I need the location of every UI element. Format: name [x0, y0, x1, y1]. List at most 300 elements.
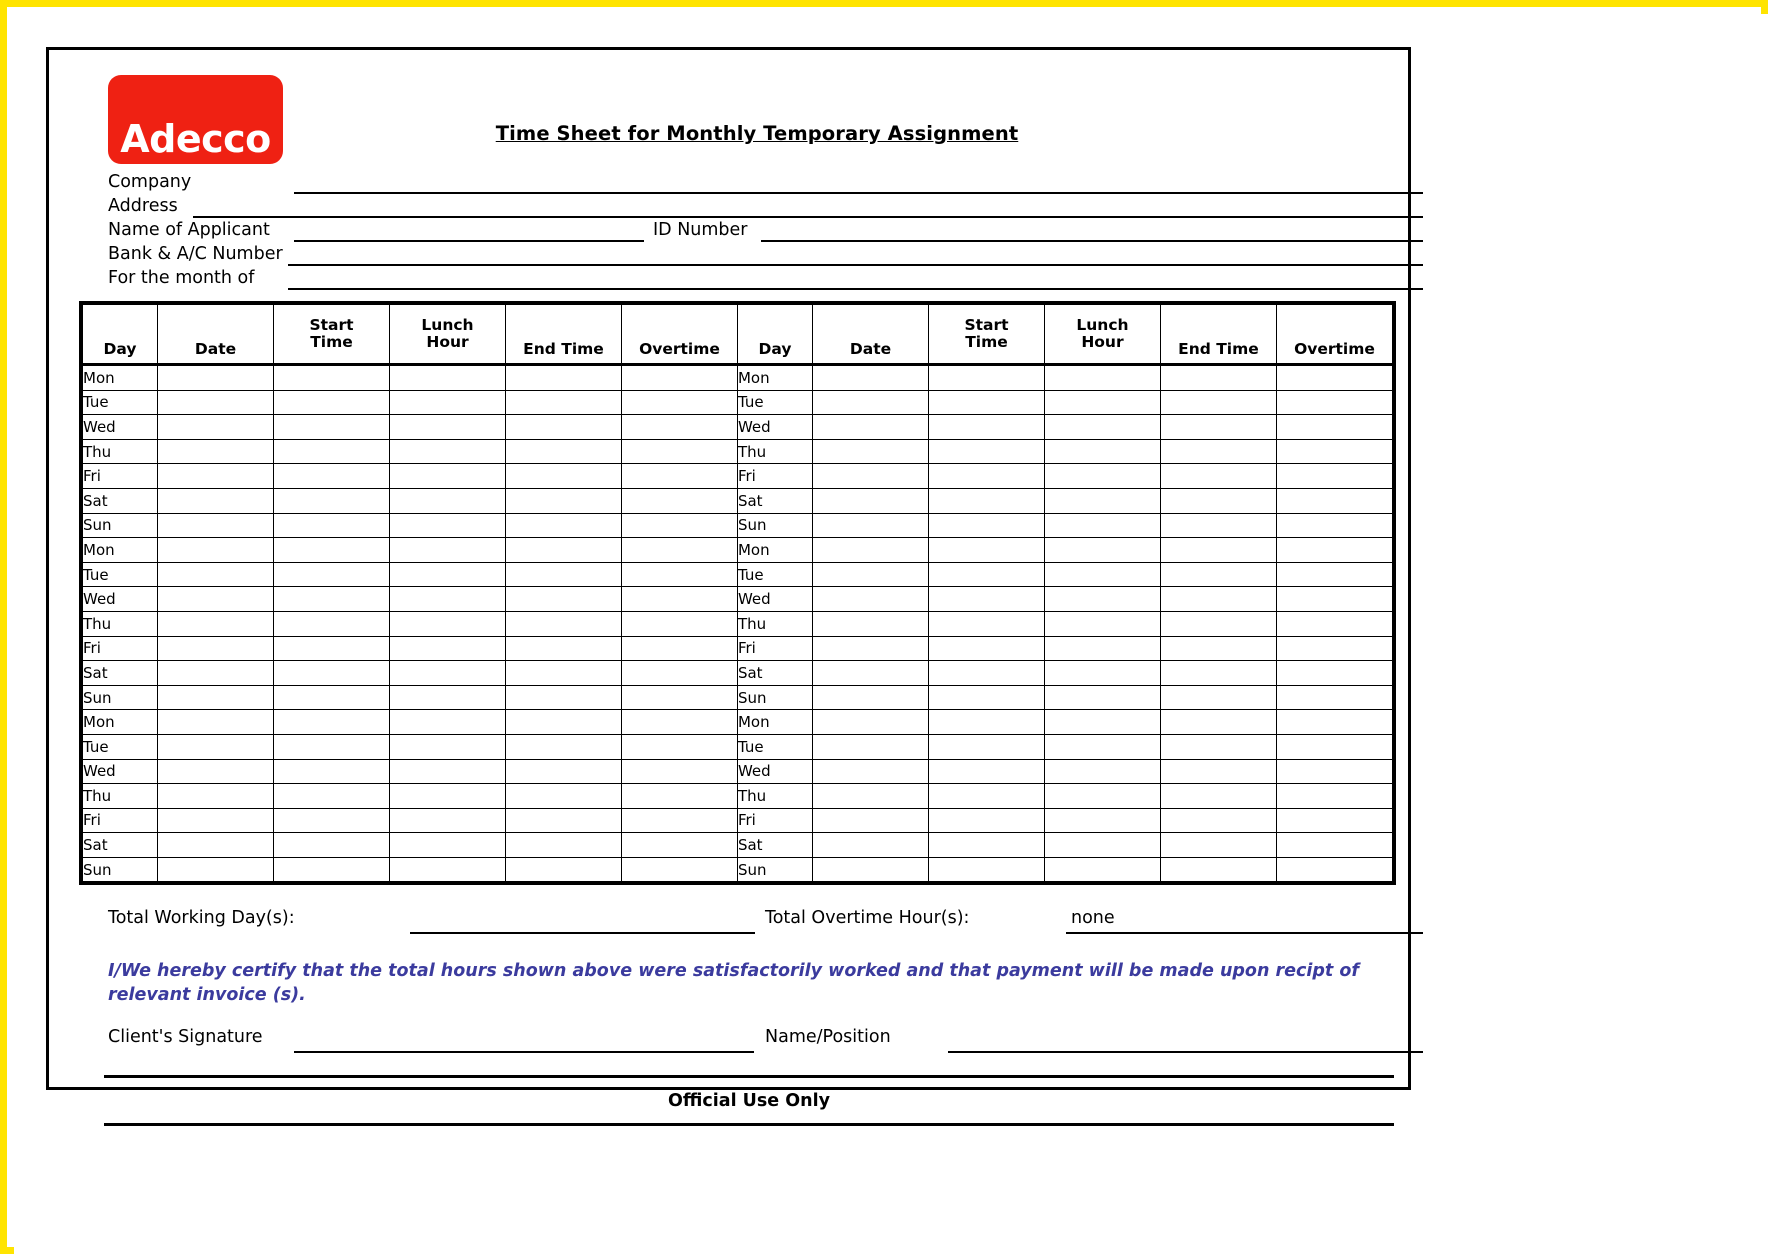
- cell-day-right: Sat: [737, 833, 812, 858]
- cell-date-left[interactable]: [158, 390, 274, 415]
- cell-lunch-hour-right[interactable]: [1044, 784, 1160, 809]
- cell-overtime-left[interactable]: [621, 661, 737, 686]
- cell-lunch-hour-left[interactable]: [390, 833, 506, 858]
- cell-start-time-right[interactable]: [929, 365, 1045, 391]
- cell-start-time-left[interactable]: [274, 636, 390, 661]
- cell-end-time-left[interactable]: [506, 587, 622, 612]
- cell-date-left[interactable]: [158, 464, 274, 489]
- cell-lunch-hour-right[interactable]: [1044, 390, 1160, 415]
- table-row: [83, 415, 1393, 440]
- cell-start-time-right[interactable]: [929, 685, 1045, 710]
- cell-lunch-hour-left[interactable]: [390, 710, 506, 735]
- cell-date-left[interactable]: [158, 488, 274, 513]
- cell-end-time-right[interactable]: [1160, 857, 1276, 882]
- label-client-signature: Client's Signature: [108, 1026, 263, 1047]
- certification-text: I/We hereby certify that the total hours shown above were satisfactorily worked and that payment will be made upon recipt of relevant invoice (s).: [108, 961, 1360, 1005]
- cell-date-right[interactable]: [813, 513, 929, 538]
- cell-lunch-hour-left[interactable]: [390, 734, 506, 759]
- cell-start-time-right[interactable]: [929, 513, 1045, 538]
- header-day-right: Day: [737, 305, 812, 365]
- cell-overtime-left[interactable]: [621, 538, 737, 563]
- cell-start-time-left[interactable]: [274, 784, 390, 809]
- cell-day-right: Wed: [737, 759, 812, 784]
- cell-lunch-hour-right[interactable]: [1044, 710, 1160, 735]
- cell-date-right[interactable]: [813, 390, 929, 415]
- cell-end-time-right[interactable]: [1160, 488, 1276, 513]
- header-overtime-right: Overtime: [1276, 305, 1392, 365]
- cell-overtime-left[interactable]: [621, 464, 737, 489]
- cell-lunch-hour-left[interactable]: [390, 784, 506, 809]
- cell-overtime-left[interactable]: [621, 365, 737, 391]
- cell-date-left[interactable]: [158, 710, 274, 735]
- cell-date-left[interactable]: [158, 439, 274, 464]
- cell-overtime-right[interactable]: [1276, 784, 1392, 809]
- cell-lunch-hour-left[interactable]: [390, 857, 506, 882]
- table-row: [83, 611, 1393, 636]
- input-total-overtime-hours[interactable]: [1066, 932, 1423, 934]
- cell-lunch-hour-left[interactable]: [390, 759, 506, 784]
- cell-day-right: Sun: [737, 685, 812, 710]
- cell-date-right[interactable]: [813, 538, 929, 563]
- cell-start-time-right[interactable]: [929, 415, 1045, 440]
- cell-start-time-left[interactable]: [274, 365, 390, 391]
- cell-end-time-left[interactable]: [506, 562, 622, 587]
- timesheet-grid: [79, 301, 1396, 885]
- cell-date-right[interactable]: [813, 685, 929, 710]
- cell-lunch-hour-left[interactable]: [390, 538, 506, 563]
- cell-day-left: Wed: [83, 759, 158, 784]
- cell-overtime-right[interactable]: [1276, 415, 1392, 440]
- cell-date-left[interactable]: [158, 513, 274, 538]
- cell-lunch-hour-left[interactable]: [390, 587, 506, 612]
- cell-overtime-left[interactable]: [621, 710, 737, 735]
- cell-day-left: Sun: [83, 857, 158, 882]
- cell-end-time-left[interactable]: [506, 415, 622, 440]
- cell-end-time-left[interactable]: [506, 685, 622, 710]
- page-background: [14, 14, 1768, 1254]
- cell-end-time-right[interactable]: [1160, 562, 1276, 587]
- cell-lunch-hour-right[interactable]: [1044, 857, 1160, 882]
- cell-end-time-right[interactable]: [1160, 513, 1276, 538]
- cell-overtime-right[interactable]: [1276, 488, 1392, 513]
- cell-date-right[interactable]: [813, 710, 929, 735]
- cell-lunch-hour-right[interactable]: [1044, 685, 1160, 710]
- cell-date-left[interactable]: [158, 685, 274, 710]
- cell-end-time-right[interactable]: [1160, 661, 1276, 686]
- cell-end-time-right[interactable]: [1160, 464, 1276, 489]
- cell-lunch-hour-right[interactable]: [1044, 464, 1160, 489]
- cell-overtime-left[interactable]: [621, 833, 737, 858]
- cell-lunch-hour-left[interactable]: [390, 390, 506, 415]
- cell-start-time-left[interactable]: [274, 611, 390, 636]
- cell-date-right[interactable]: [813, 661, 929, 686]
- cell-day-right: Fri: [737, 636, 812, 661]
- cell-start-time-left[interactable]: [274, 734, 390, 759]
- cell-lunch-hour-right[interactable]: [1044, 636, 1160, 661]
- cell-start-time-left[interactable]: [274, 488, 390, 513]
- cell-overtime-right[interactable]: [1276, 513, 1392, 538]
- cell-overtime-right[interactable]: [1276, 562, 1392, 587]
- cell-lunch-hour-right[interactable]: [1044, 439, 1160, 464]
- cell-overtime-left[interactable]: [621, 562, 737, 587]
- cell-start-time-right[interactable]: [929, 464, 1045, 489]
- cell-day-left: Fri: [83, 464, 158, 489]
- cell-start-time-left[interactable]: [274, 833, 390, 858]
- cell-end-time-left[interactable]: [506, 365, 622, 391]
- header-start-time-left: [274, 305, 390, 365]
- cell-date-right[interactable]: [813, 611, 929, 636]
- cell-day-right: Tue: [737, 390, 812, 415]
- cell-start-time-right[interactable]: [929, 661, 1045, 686]
- cell-overtime-left[interactable]: [621, 611, 737, 636]
- input-address[interactable]: [193, 216, 1423, 218]
- table-row: [83, 365, 1393, 391]
- cell-date-left[interactable]: [158, 808, 274, 833]
- cell-start-time-left[interactable]: [274, 390, 390, 415]
- cell-date-right[interactable]: [813, 636, 929, 661]
- cell-end-time-right[interactable]: [1160, 734, 1276, 759]
- cell-start-time-right[interactable]: [929, 784, 1045, 809]
- cell-end-time-left[interactable]: [506, 857, 622, 882]
- header-start-time-left-line2: Time: [310, 333, 353, 351]
- cell-overtime-left[interactable]: [621, 808, 737, 833]
- cell-day-right: Wed: [737, 415, 812, 440]
- cell-lunch-hour-left[interactable]: [390, 365, 506, 391]
- label-company: Company: [108, 172, 192, 192]
- cell-overtime-left[interactable]: [621, 390, 737, 415]
- cell-overtime-right[interactable]: [1276, 538, 1392, 563]
- cell-overtime-left[interactable]: [621, 759, 737, 784]
- cell-day-left: Sat: [83, 661, 158, 686]
- cell-end-time-right[interactable]: [1160, 759, 1276, 784]
- cell-start-time-left[interactable]: [274, 415, 390, 440]
- cell-end-time-right[interactable]: [1160, 833, 1276, 858]
- cell-start-time-left[interactable]: [274, 538, 390, 563]
- cell-end-time-left[interactable]: [506, 784, 622, 809]
- header-date-right: Date: [813, 305, 929, 365]
- cell-overtime-left[interactable]: [621, 734, 737, 759]
- cell-day-left: Fri: [83, 808, 158, 833]
- cell-day-right: Tue: [737, 562, 812, 587]
- cell-lunch-hour-right[interactable]: [1044, 759, 1160, 784]
- cell-day-right: Tue: [737, 734, 812, 759]
- cell-overtime-right[interactable]: [1276, 611, 1392, 636]
- page-title: Time Sheet for Monthly Temporary Assignment: [495, 122, 1019, 145]
- cell-end-time-right[interactable]: [1160, 808, 1276, 833]
- cell-date-left[interactable]: [158, 611, 274, 636]
- cell-overtime-right[interactable]: [1276, 365, 1392, 391]
- table-row: [83, 784, 1393, 809]
- cell-day-right: Mon: [737, 365, 812, 391]
- cell-overtime-right[interactable]: [1276, 661, 1392, 686]
- cell-date-left[interactable]: [158, 365, 274, 391]
- cell-lunch-hour-left[interactable]: [390, 513, 506, 538]
- header-overtime-left: Overtime: [621, 305, 737, 365]
- cell-date-right[interactable]: [813, 365, 929, 391]
- cell-end-time-right[interactable]: [1160, 710, 1276, 735]
- cell-lunch-hour-right[interactable]: [1044, 562, 1160, 587]
- cell-end-time-left[interactable]: [506, 833, 622, 858]
- cell-end-time-right[interactable]: [1160, 611, 1276, 636]
- cell-day-right: Thu: [737, 611, 812, 636]
- cell-date-left[interactable]: [158, 784, 274, 809]
- cell-overtime-left[interactable]: [621, 857, 737, 882]
- cell-date-right[interactable]: [813, 562, 929, 587]
- cell-date-left[interactable]: [158, 562, 274, 587]
- adecco-logo-text: Adecco: [120, 117, 271, 161]
- header-lunch-hour-right: [1044, 305, 1160, 365]
- cell-lunch-hour-left[interactable]: [390, 661, 506, 686]
- cell-end-time-left[interactable]: [506, 661, 622, 686]
- cell-start-time-left[interactable]: [274, 587, 390, 612]
- header-lunch-hour-left: [390, 305, 506, 365]
- header-lunch-hour-left-line2: Hour: [426, 333, 469, 351]
- cell-end-time-right[interactable]: [1160, 415, 1276, 440]
- input-company[interactable]: [294, 192, 1423, 194]
- cell-start-time-right[interactable]: [929, 538, 1045, 563]
- cell-lunch-hour-right[interactable]: [1044, 415, 1160, 440]
- cell-end-time-right[interactable]: [1160, 784, 1276, 809]
- cell-lunch-hour-left[interactable]: [390, 685, 506, 710]
- cell-start-time-right[interactable]: [929, 611, 1045, 636]
- cell-overtime-right[interactable]: [1276, 390, 1392, 415]
- cell-lunch-hour-right[interactable]: [1044, 611, 1160, 636]
- cell-date-right[interactable]: [813, 759, 929, 784]
- cell-end-time-left[interactable]: [506, 710, 622, 735]
- cell-overtime-left[interactable]: [621, 685, 737, 710]
- cell-end-time-left[interactable]: [506, 611, 622, 636]
- table-row: [83, 488, 1393, 513]
- table-row: [83, 661, 1393, 686]
- cell-overtime-left[interactable]: [621, 513, 737, 538]
- cell-start-time-left[interactable]: [274, 661, 390, 686]
- cell-date-left[interactable]: [158, 538, 274, 563]
- cell-day-left: Tue: [83, 562, 158, 587]
- cell-day-right: Sat: [737, 661, 812, 686]
- cell-day-left: Fri: [83, 636, 158, 661]
- table-row: [83, 734, 1393, 759]
- cell-lunch-hour-left[interactable]: [390, 415, 506, 440]
- cell-date-right[interactable]: [813, 439, 929, 464]
- header-lunch-hour-right-line2: Hour: [1081, 333, 1124, 351]
- cell-lunch-hour-right[interactable]: [1044, 513, 1160, 538]
- cell-end-time-left[interactable]: [506, 734, 622, 759]
- header-start-time-right: [929, 305, 1045, 365]
- cell-end-time-left[interactable]: [506, 759, 622, 784]
- cell-start-time-right[interactable]: [929, 636, 1045, 661]
- cell-end-time-right[interactable]: [1160, 439, 1276, 464]
- cell-day-right: Fri: [737, 808, 812, 833]
- header-end-time-right: End Time: [1160, 305, 1276, 365]
- table-row: [83, 636, 1393, 661]
- cell-date-right[interactable]: [813, 808, 929, 833]
- cell-lunch-hour-right[interactable]: [1044, 365, 1160, 391]
- cell-start-time-left[interactable]: [274, 808, 390, 833]
- cell-start-time-left[interactable]: [274, 464, 390, 489]
- cell-end-time-left[interactable]: [506, 390, 622, 415]
- table-row: [83, 833, 1393, 858]
- cell-lunch-hour-left[interactable]: [390, 808, 506, 833]
- cell-lunch-hour-right[interactable]: [1044, 808, 1160, 833]
- input-for-the-month-of[interactable]: [288, 288, 1423, 290]
- cell-overtime-right[interactable]: [1276, 636, 1392, 661]
- cell-lunch-hour-left[interactable]: [390, 488, 506, 513]
- cell-date-left[interactable]: [158, 857, 274, 882]
- cell-lunch-hour-right[interactable]: [1044, 587, 1160, 612]
- cell-start-time-right[interactable]: [929, 734, 1045, 759]
- cell-end-time-left[interactable]: [506, 488, 622, 513]
- cell-lunch-hour-right[interactable]: [1044, 488, 1160, 513]
- cell-date-right[interactable]: [813, 784, 929, 809]
- label-id-number: ID Number: [653, 220, 748, 240]
- cell-end-time-left[interactable]: [506, 636, 622, 661]
- cell-date-left[interactable]: [158, 587, 274, 612]
- table-row: [83, 857, 1393, 882]
- cell-date-right[interactable]: [813, 833, 929, 858]
- cell-date-right[interactable]: [813, 587, 929, 612]
- cell-start-time-left[interactable]: [274, 513, 390, 538]
- cell-overtime-right[interactable]: [1276, 464, 1392, 489]
- cell-lunch-hour-left[interactable]: [390, 611, 506, 636]
- cell-date-right[interactable]: [813, 464, 929, 489]
- header-start-time-left-line1: Start: [309, 315, 354, 334]
- table-row: [83, 808, 1393, 833]
- cell-overtime-left[interactable]: [621, 636, 737, 661]
- cell-date-left[interactable]: [158, 415, 274, 440]
- cell-lunch-hour-left[interactable]: [390, 562, 506, 587]
- footer-divider-bottom: [104, 1123, 1394, 1126]
- cell-lunch-hour-right[interactable]: [1044, 538, 1160, 563]
- cell-end-time-right[interactable]: [1160, 587, 1276, 612]
- cell-lunch-hour-right[interactable]: [1044, 734, 1160, 759]
- cell-start-time-left[interactable]: [274, 562, 390, 587]
- cell-day-left: Thu: [83, 611, 158, 636]
- input-client-signature[interactable]: [294, 1051, 754, 1053]
- cell-overtime-left[interactable]: [621, 415, 737, 440]
- cell-date-right[interactable]: [813, 734, 929, 759]
- cell-end-time-left[interactable]: [506, 513, 622, 538]
- cell-start-time-right[interactable]: [929, 562, 1045, 587]
- cell-lunch-hour-right[interactable]: [1044, 833, 1160, 858]
- cell-start-time-left[interactable]: [274, 439, 390, 464]
- cell-overtime-right[interactable]: [1276, 734, 1392, 759]
- cell-end-time-left[interactable]: [506, 464, 622, 489]
- cell-overtime-right[interactable]: [1276, 833, 1392, 858]
- cell-date-right[interactable]: [813, 857, 929, 882]
- cell-overtime-right[interactable]: [1276, 685, 1392, 710]
- cell-date-left[interactable]: [158, 759, 274, 784]
- cell-day-right: Thu: [737, 439, 812, 464]
- cell-overtime-left[interactable]: [621, 488, 737, 513]
- input-name-position[interactable]: [948, 1051, 1423, 1053]
- cell-overtime-right[interactable]: [1276, 808, 1392, 833]
- cell-end-time-right[interactable]: [1160, 636, 1276, 661]
- cell-start-time-left[interactable]: [274, 857, 390, 882]
- cell-end-time-right[interactable]: [1160, 365, 1276, 391]
- cell-start-time-left[interactable]: [274, 685, 390, 710]
- header-end-time-left: End Time: [506, 305, 622, 365]
- cell-start-time-right[interactable]: [929, 808, 1045, 833]
- cell-day-right: Sun: [737, 857, 812, 882]
- cell-date-left[interactable]: [158, 734, 274, 759]
- cell-start-time-right[interactable]: [929, 587, 1045, 612]
- cell-end-time-left[interactable]: [506, 439, 622, 464]
- cell-overtime-right[interactable]: [1276, 710, 1392, 735]
- cell-date-left[interactable]: [158, 661, 274, 686]
- cell-overtime-left[interactable]: [621, 587, 737, 612]
- footer-divider-top: [104, 1075, 1394, 1078]
- document-header: [77, 70, 1394, 172]
- cell-overtime-left[interactable]: [621, 439, 737, 464]
- header-start-time-right-line1: Start: [964, 315, 1009, 334]
- cell-date-left[interactable]: [158, 636, 274, 661]
- table-row: [83, 439, 1393, 464]
- cell-lunch-hour-right[interactable]: [1044, 661, 1160, 686]
- document-content: [77, 70, 1394, 1126]
- cell-lunch-hour-left[interactable]: [390, 439, 506, 464]
- cell-end-time-left[interactable]: [506, 808, 622, 833]
- cell-start-time-left[interactable]: [274, 710, 390, 735]
- label-name-of-applicant: Name of Applicant: [108, 220, 270, 240]
- input-id-number[interactable]: [761, 240, 1423, 242]
- cell-day-left: Mon: [83, 710, 158, 735]
- cell-day-left: Tue: [83, 734, 158, 759]
- cell-day-left: Sat: [83, 833, 158, 858]
- cell-start-time-right[interactable]: [929, 759, 1045, 784]
- cell-date-right[interactable]: [813, 415, 929, 440]
- cell-start-time-right[interactable]: [929, 833, 1045, 858]
- input-bank-ac-number[interactable]: [288, 264, 1423, 266]
- table-row: [83, 685, 1393, 710]
- cell-end-time-right[interactable]: [1160, 685, 1276, 710]
- cell-overtime-right[interactable]: [1276, 759, 1392, 784]
- official-use-only-label: Official Use Only: [668, 1090, 830, 1111]
- cell-day-left: Wed: [83, 415, 158, 440]
- cell-end-time-left[interactable]: [506, 538, 622, 563]
- cell-overtime-right[interactable]: [1276, 857, 1392, 882]
- input-name-of-applicant[interactable]: [294, 240, 644, 242]
- cell-lunch-hour-left[interactable]: [390, 636, 506, 661]
- form-fields: [108, 172, 1423, 297]
- cell-day-right: Thu: [737, 784, 812, 809]
- cell-end-time-right[interactable]: [1160, 390, 1276, 415]
- table-row: [83, 390, 1393, 415]
- cell-date-right[interactable]: [813, 488, 929, 513]
- cell-lunch-hour-left[interactable]: [390, 464, 506, 489]
- cell-day-right: Mon: [737, 710, 812, 735]
- cell-overtime-left[interactable]: [621, 784, 737, 809]
- label-address: Address: [108, 196, 178, 216]
- cell-start-time-right[interactable]: [929, 390, 1045, 415]
- cell-overtime-right[interactable]: [1276, 439, 1392, 464]
- cell-start-time-left[interactable]: [274, 759, 390, 784]
- cell-start-time-right[interactable]: [929, 488, 1045, 513]
- cell-end-time-right[interactable]: [1160, 538, 1276, 563]
- cell-overtime-right[interactable]: [1276, 587, 1392, 612]
- cell-day-right: Sat: [737, 488, 812, 513]
- header-day-left: Day: [83, 305, 158, 365]
- cell-start-time-right[interactable]: [929, 710, 1045, 735]
- cell-start-time-right[interactable]: [929, 439, 1045, 464]
- timesheet-document: [46, 47, 1411, 1111]
- cell-date-left[interactable]: [158, 833, 274, 858]
- cell-day-right: Wed: [737, 587, 812, 612]
- cell-day-left: Sun: [83, 513, 158, 538]
- header-lunch-hour-left-line1: Lunch: [421, 315, 474, 334]
- input-total-working-days[interactable]: [410, 932, 755, 934]
- cell-start-time-right[interactable]: [929, 857, 1045, 882]
- table-row: [83, 538, 1393, 563]
